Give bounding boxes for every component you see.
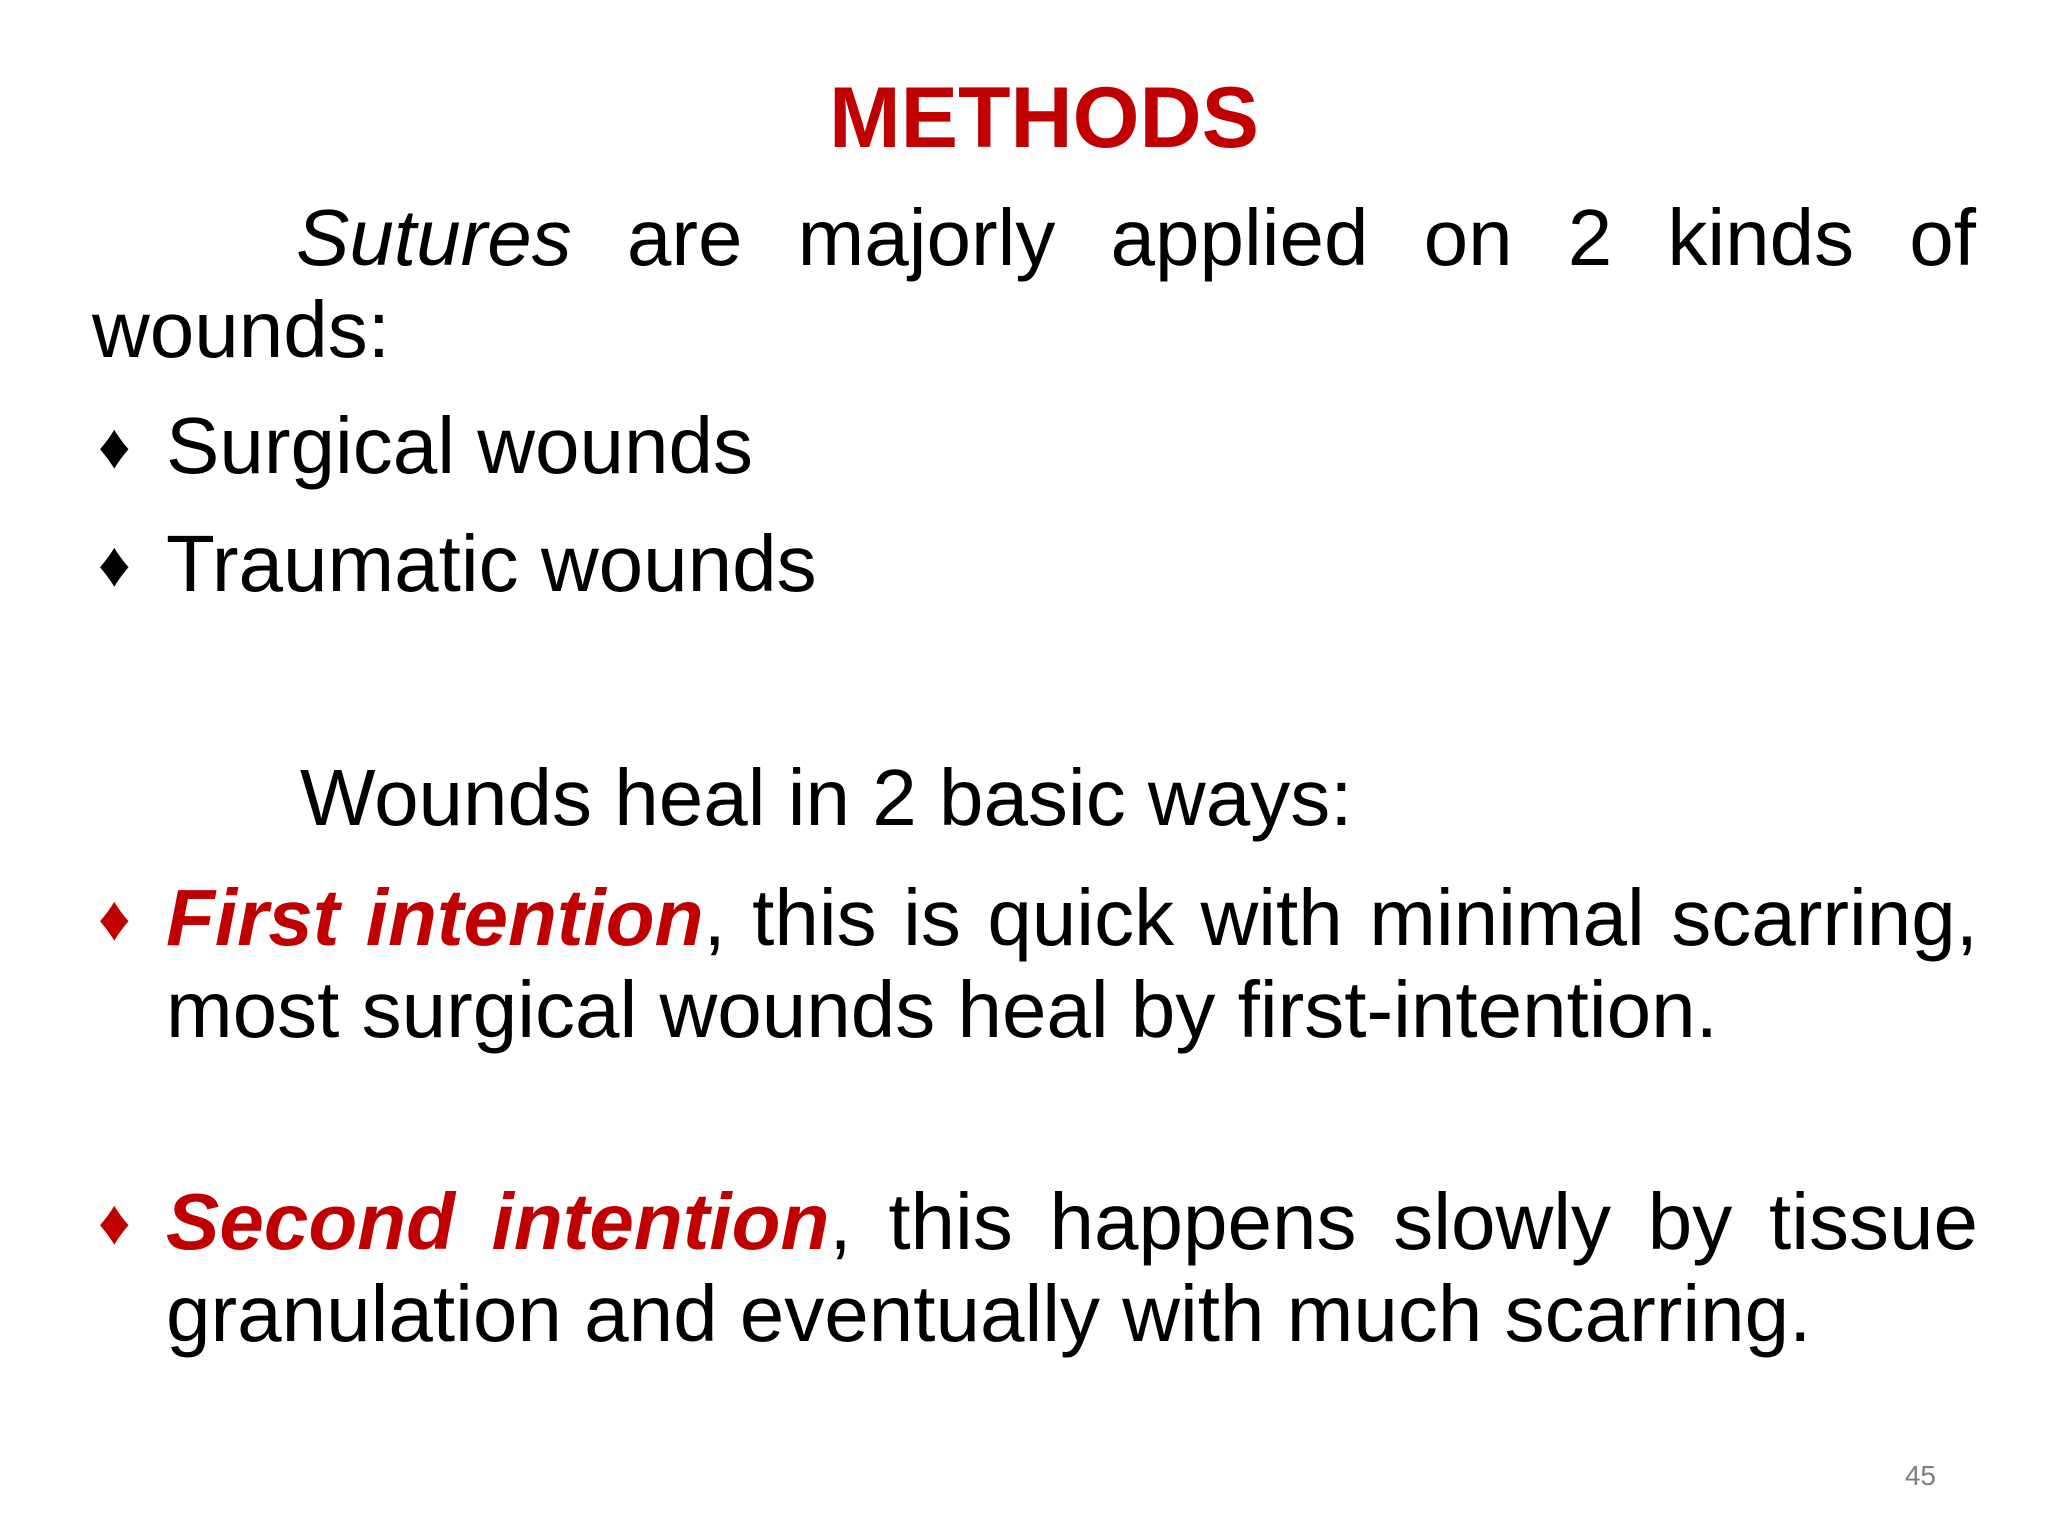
diamond-bullet-icon: ♦	[98, 410, 131, 482]
list-item-text: Traumatic wounds	[166, 519, 817, 608]
term-first-intention: First intention	[166, 873, 704, 962]
diamond-bullet-icon: ♦	[98, 882, 131, 954]
intro-text: are majorly applied on 2 kinds of wounds:	[92, 193, 1976, 374]
intro-paragraph	[92, 192, 1976, 376]
second-intention-description: , this happens slowly by tissue granulation and eventually with much scarring.	[166, 1177, 1978, 1358]
list-item-text	[166, 1176, 1978, 1360]
list-item-text	[166, 872, 1978, 1056]
list-item-text: Surgical wounds	[166, 401, 753, 490]
first-intention-description: , this is quick with minimal scarring, most surgical wounds heal by first-intention.	[166, 873, 1979, 1054]
term-second-intention: Second intention	[166, 1177, 830, 1266]
diamond-bullet-icon: ♦	[98, 528, 131, 600]
intro-italic-word: Sutures	[296, 193, 572, 282]
page-number: 45	[1904, 1460, 1936, 1491]
diamond-bullet-icon: ♦	[98, 1186, 131, 1258]
healing-heading: Wounds heal in 2 basic ways:	[300, 753, 1353, 842]
slide-title: METHODS	[829, 70, 1259, 166]
